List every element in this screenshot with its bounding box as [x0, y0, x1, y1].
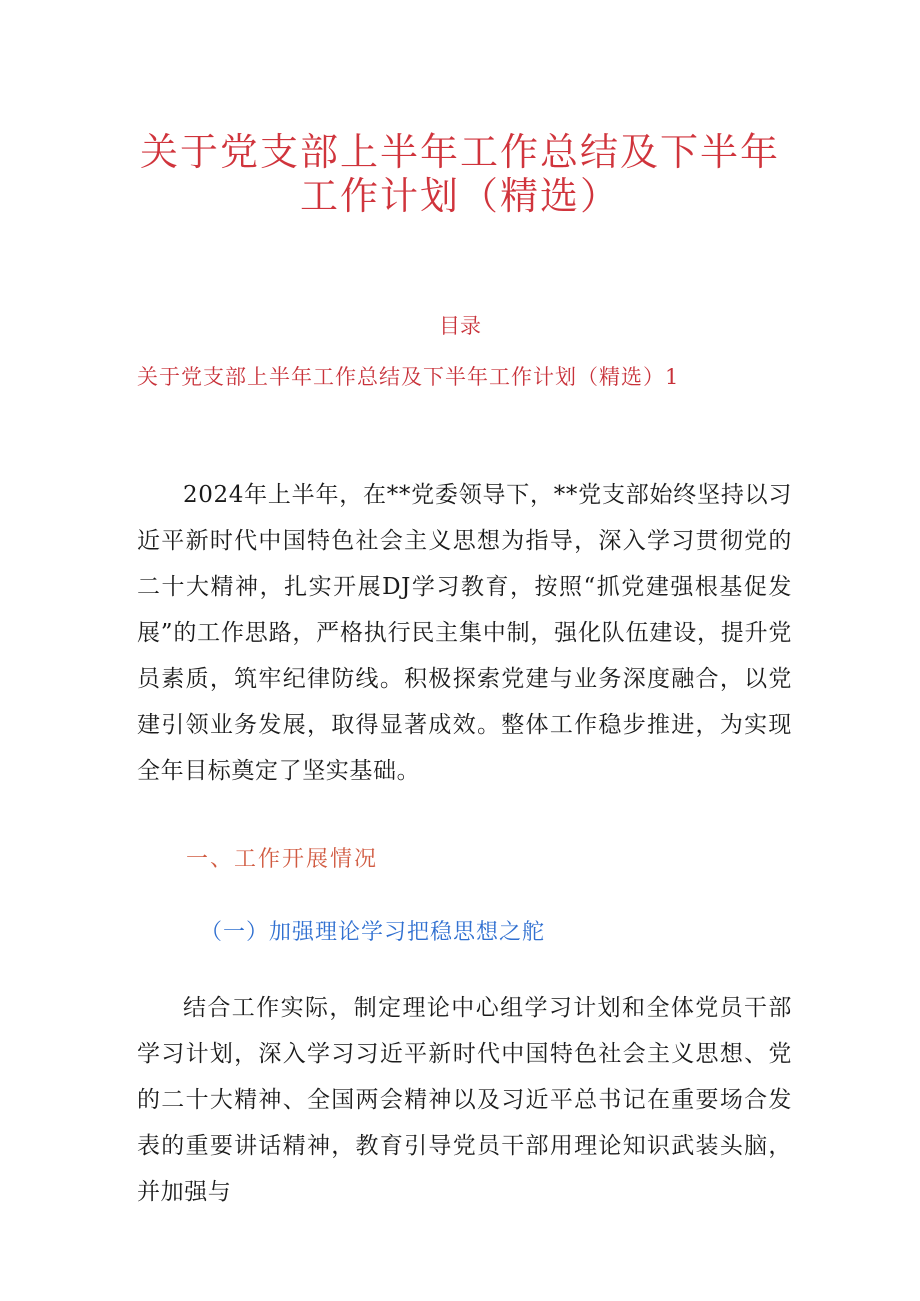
toc-heading: 目录 — [439, 314, 481, 338]
toc-entry[interactable]: 关于党支部上半年工作总结及下半年工作计划（精选）1 — [137, 365, 680, 389]
document-title-line-2: 工作计划（精选） — [299, 174, 620, 218]
subsection-heading: （一）加强理论学习把稳思想之舵 — [200, 920, 546, 945]
document-title-line-1: 关于党支部上半年工作总结及下半年 — [139, 130, 780, 174]
section-paragraph: 结合工作实际，制定理论中心组学习计划和全体党员干部学习计划，深入学习习近平新时代中国特色社会主义思想、党的二十大精神、全国两会精神以及习近平总书记在重要场合发表的重要讲话精神，教育引导党员干部用理论知识武装头脑，并加强与 — [137, 995, 792, 1205]
section-heading: 一、工作开展情况 — [186, 847, 379, 872]
intro-paragraph: 2024年上半年，在**党委领导下，**党支部始终坚持以习近平新时代中国特色社会主义思想为指导，深入学习贯彻党的二十大精神，扎实开展DJ学习教育，按照“抓党建强根基促发展”的工作思路，严格执行民主集中制，强化队伍建设，提升党员素质，筑牢纪律防线。积极探索党建与业务深度融合，以党建引领业务发展，取得显著成效。整体工作稳步推进，为实现全年目标奠定了坚实基础。 — [137, 482, 792, 784]
